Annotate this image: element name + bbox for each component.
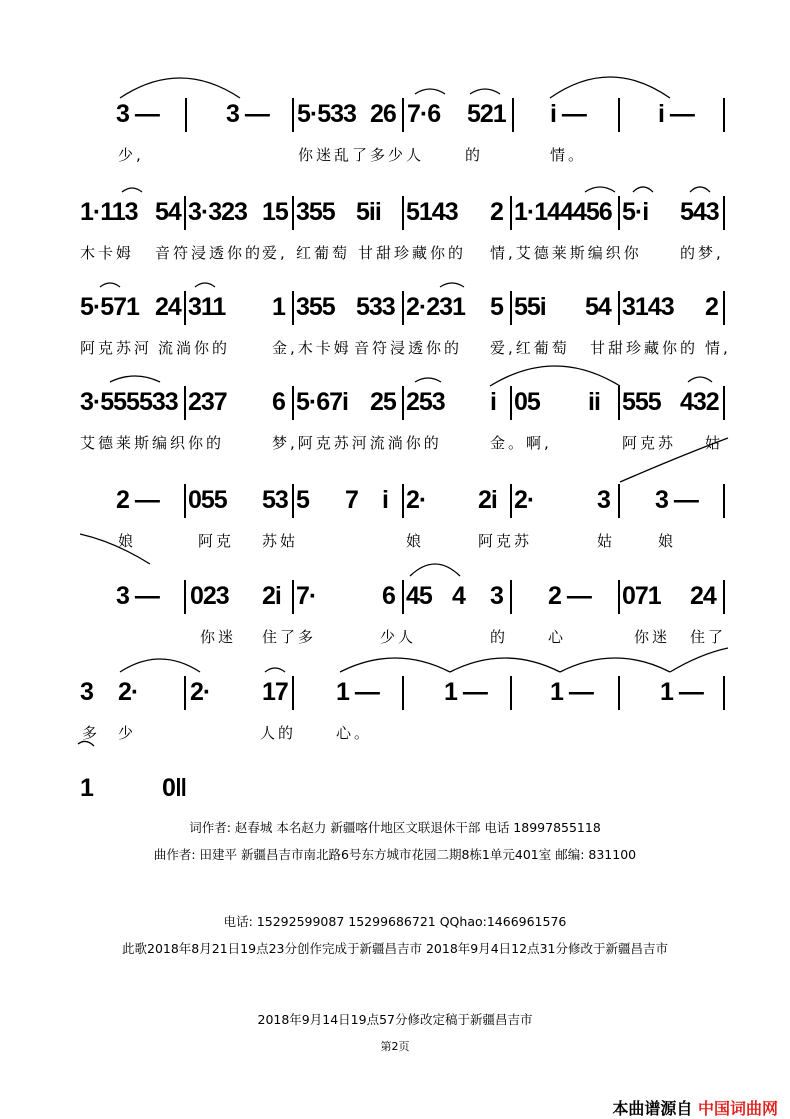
- barline: [292, 196, 294, 230]
- barline: [402, 98, 404, 132]
- note-group: 1: [80, 774, 93, 802]
- final-revision-note: 2018年9月14日19点57分修改定稿于新疆昌吉市: [257, 1012, 533, 1027]
- note-group: 2: [705, 293, 718, 321]
- note-group: 24: [155, 293, 181, 321]
- barline: [723, 386, 725, 420]
- note-group: 2·: [406, 486, 427, 514]
- barline: [723, 291, 725, 325]
- note-group: 7: [345, 486, 358, 514]
- note-group: 2·: [514, 486, 535, 514]
- note-group: 54: [585, 293, 611, 321]
- note-group: 15: [262, 198, 288, 226]
- barline: [185, 98, 187, 132]
- barline: [510, 291, 512, 325]
- barline: [184, 484, 186, 518]
- creation-note: 此歌2018年8月21日19点23分创作完成于新疆昌吉市 2018年9月4日12点31分修改于新疆昌吉市: [122, 941, 668, 956]
- note-group: i —: [658, 100, 694, 128]
- note-group: 7·6: [407, 100, 441, 128]
- note-group: 071: [622, 582, 661, 610]
- lyric: 娘: [658, 532, 677, 550]
- note-group: 1·144456: [514, 198, 612, 226]
- barline: [723, 196, 725, 230]
- note-group: 5·i: [622, 198, 649, 226]
- note-group: 533: [356, 293, 395, 321]
- lyric: 的: [465, 146, 484, 164]
- note-group: 5·571: [80, 293, 139, 321]
- lyric: 甘甜珍藏你的: [358, 244, 467, 262]
- note-group: 521: [467, 100, 506, 128]
- note-group: 2i: [262, 582, 281, 610]
- note-group: 3 —: [655, 486, 698, 514]
- lyric: 爱,: [262, 244, 288, 262]
- barline: [618, 484, 620, 518]
- note-group: 3: [80, 678, 93, 706]
- lyric: 的梦,: [680, 244, 724, 262]
- note-group: 24: [690, 582, 716, 610]
- lyric: 你迷乱了多少人: [298, 146, 425, 164]
- barline: [402, 580, 404, 614]
- note-group: 5·533: [297, 100, 356, 128]
- note-group: 5ii: [356, 198, 381, 226]
- lyric: 姑: [705, 434, 724, 452]
- note-group: 3 —: [226, 100, 269, 128]
- barline: [723, 580, 725, 614]
- note-group: 45: [406, 582, 432, 610]
- note-group: 555: [622, 388, 661, 416]
- lyric: 人的: [260, 724, 297, 742]
- note-group: 3·555533: [80, 388, 178, 416]
- barline: [618, 291, 620, 325]
- barline: [184, 676, 186, 710]
- barline: [618, 98, 620, 132]
- lyric: 少,: [118, 146, 144, 164]
- barline: [292, 580, 294, 614]
- note-group: 237: [188, 388, 227, 416]
- note-group: 5143: [406, 198, 458, 226]
- lyric: 金。啊,: [490, 434, 552, 452]
- note-group: 055: [188, 486, 227, 514]
- note-group: 253: [406, 388, 445, 416]
- note-group: 5: [296, 486, 309, 514]
- final-barline: 0‖: [162, 774, 187, 802]
- note-group: 1·113: [80, 198, 138, 226]
- note-group: 6: [272, 388, 285, 416]
- barline: [292, 484, 294, 518]
- page-number: 第2页: [380, 1040, 410, 1053]
- note-group: 54: [155, 198, 181, 226]
- note-group: 2·: [190, 678, 211, 706]
- note-group: 023: [190, 582, 229, 610]
- barline: [402, 196, 404, 230]
- site-name-link[interactable]: 中国词曲网: [697, 1099, 778, 1118]
- note-group: 2 —: [548, 582, 591, 610]
- barline: [402, 386, 404, 420]
- note-group: i: [490, 388, 496, 416]
- barline: [184, 196, 186, 230]
- note-group: 53: [262, 486, 288, 514]
- lyric: 阿克苏: [622, 434, 677, 452]
- barline: [292, 98, 294, 132]
- note-group: 3: [490, 582, 503, 610]
- note-group: 3143: [622, 293, 674, 321]
- contact-phones: 电话: 15292599087 15299686721 QQhao:1466961576: [223, 914, 567, 929]
- lyric: 娘: [118, 532, 137, 550]
- lyric: 姑: [597, 532, 616, 550]
- barline: [618, 386, 620, 420]
- note-group: 2·231: [406, 293, 465, 321]
- lyric: 的: [490, 628, 509, 646]
- lyric: 阿克苏: [478, 532, 533, 550]
- lyric: 流淌你的: [158, 339, 231, 357]
- note-group: 432: [680, 388, 719, 416]
- note-group: 543: [680, 198, 719, 226]
- barline: [292, 386, 294, 420]
- barline: [618, 580, 620, 614]
- note-group: 355: [296, 198, 335, 226]
- note-group: 4: [452, 582, 465, 610]
- barline: [723, 98, 725, 132]
- barline: [510, 386, 512, 420]
- barline: [510, 676, 512, 710]
- note-group: 355: [296, 293, 335, 321]
- note-group: 3: [597, 486, 610, 514]
- barline: [510, 580, 512, 614]
- composer-credit: 曲作者: 田建平 新疆昌吉市南北路6号东方城市花园二期8栋1单元401室 邮编: 831100: [153, 847, 637, 862]
- barline: [618, 196, 620, 230]
- lyric: 金,木卡姆: [272, 339, 352, 357]
- barline: [184, 580, 186, 614]
- lyric: 阿克苏河: [80, 339, 153, 357]
- note-group: 5: [490, 293, 503, 321]
- barline: [512, 98, 514, 132]
- note-group: 1 —: [660, 678, 703, 706]
- barline: [184, 386, 186, 420]
- note-group: 3 —: [116, 582, 159, 610]
- lyric: 音符浸透你的: [155, 244, 264, 262]
- barline: [292, 291, 294, 325]
- note-group: 26: [370, 100, 396, 128]
- source-label: 本曲谱源自: [612, 1099, 693, 1118]
- lyric: 住了多: [262, 628, 317, 646]
- note-group: 2i: [478, 486, 497, 514]
- barline: [402, 484, 404, 518]
- note-group: 1 —: [550, 678, 593, 706]
- note-group: 25: [370, 388, 396, 416]
- barline: [723, 676, 725, 710]
- lyric: 你迷: [634, 628, 671, 646]
- lyric: 心。: [336, 724, 373, 742]
- note-group: 1 —: [336, 678, 379, 706]
- note-group: 1: [272, 293, 285, 321]
- lyric: 多: [82, 724, 101, 742]
- lyric: 情,: [705, 339, 731, 357]
- lyric: 情,艾德莱斯编织你: [490, 244, 642, 262]
- lyric: 心: [548, 628, 567, 646]
- lyric: 娘: [406, 532, 425, 550]
- lyric: 梦,阿克苏河流淌你的: [272, 434, 442, 452]
- barline: [723, 484, 725, 518]
- note-group: ii: [588, 388, 600, 416]
- barline: [402, 676, 404, 710]
- lyric: 木卡姆: [80, 244, 135, 262]
- note-group: i: [382, 486, 388, 514]
- lyricist-credit: 词作者: 赵春城 本名赵力 新疆喀什地区文联退休干部 电话 18997855118: [189, 820, 601, 835]
- lyric: 少: [118, 724, 137, 742]
- barline: [510, 196, 512, 230]
- note-group: 2: [490, 198, 503, 226]
- note-group: 05: [514, 388, 540, 416]
- source-footer: [612, 1096, 778, 1119]
- note-group: 55i: [514, 293, 546, 321]
- lyric: 住了: [690, 628, 727, 646]
- note-group: 17: [262, 678, 288, 706]
- lyric: 甘甜珍藏你的: [590, 339, 699, 357]
- lyric: 苏姑: [262, 532, 299, 550]
- lyric: 阿克: [198, 532, 235, 550]
- note-group: 2 —: [116, 486, 159, 514]
- note-group: 311: [188, 293, 226, 321]
- note-group: 7·: [296, 582, 317, 610]
- lyric: 少人: [380, 628, 417, 646]
- barline: [184, 291, 186, 325]
- lyric: 你迷: [200, 628, 237, 646]
- lyric: 艾德莱斯编织你的: [80, 434, 225, 452]
- note-group: i —: [550, 100, 586, 128]
- note-group: 5·67i: [296, 388, 348, 416]
- barline: [618, 676, 620, 710]
- note-group: 1 —: [444, 678, 487, 706]
- barline: [402, 291, 404, 325]
- note-group: 2·: [118, 678, 139, 706]
- barline: [292, 676, 294, 710]
- lyric: 音符浸透你的: [354, 339, 463, 357]
- lyric: 红葡萄: [296, 244, 351, 262]
- note-group: 3·323: [188, 198, 247, 226]
- lyric: 爱,红葡萄: [490, 339, 570, 357]
- note-group: 3 —: [116, 100, 159, 128]
- lyric: 情。: [550, 146, 587, 164]
- note-group: 6: [382, 582, 395, 610]
- barline: [510, 484, 512, 518]
